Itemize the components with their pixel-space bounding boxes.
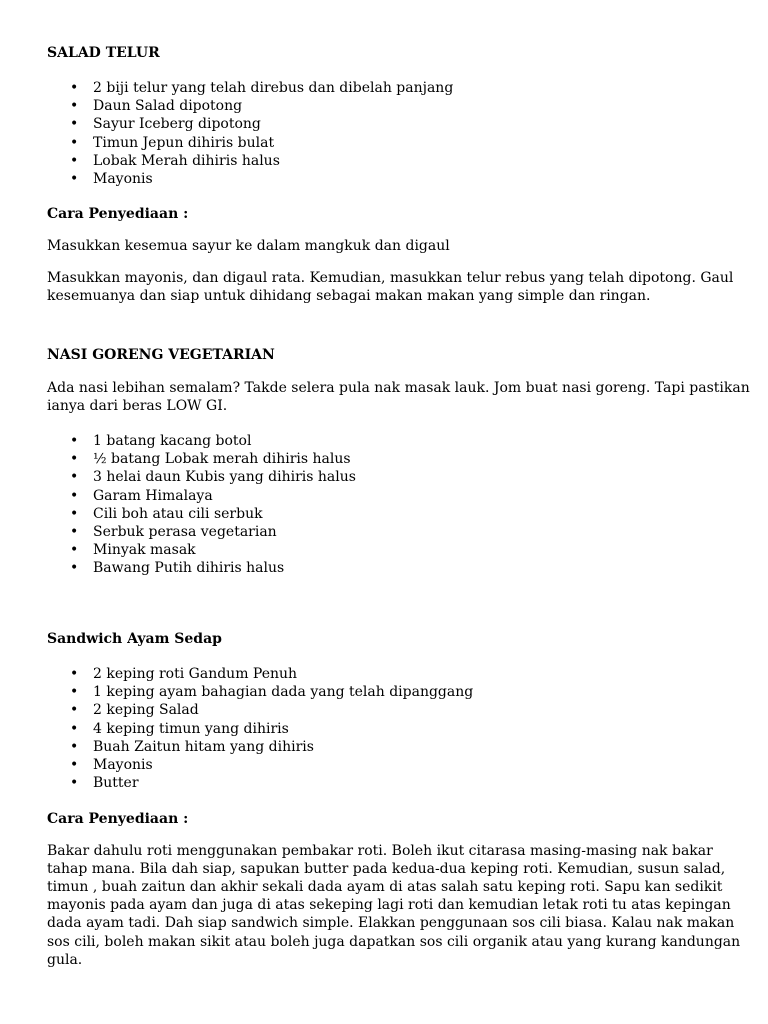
sandwich-prep-line-5: dada ayam tadi. Dah siap sandwich simple. Elakkan penggunaan sos cili biasa. Kalau nak makan [47, 915, 735, 931]
sandwich-prep-line-3: timun , buah zaitun dan akhir sekali dada ayam di atas salah satu keping roti. Sapu kan sedikit [47, 879, 723, 895]
bullet-icon: • [70, 116, 79, 133]
salad-prep-heading: Cara Penyediaan : [47, 206, 189, 222]
nasi-intro-line-2: ianya dari beras LOW GI. [47, 398, 228, 414]
salad-prep-paragraph-2-line-2: kesemuanya dan siap untuk dihidang sebagai makan makan yang simple dan ringan. [47, 288, 651, 304]
bullet-icon: • [70, 542, 79, 559]
bullet-icon: • [70, 98, 79, 115]
bullet-icon: • [70, 738, 79, 755]
bullet-icon: • [70, 80, 79, 96]
bullet-icon: • [70, 134, 79, 151]
bullet-icon: • [70, 505, 79, 522]
bullet-icon: • [70, 487, 79, 504]
sandwich-prep-line-4: mayonis pada ayam dan juga di atas sekeping lagi roti dan kemudian letak roti tu atas kepingan [47, 897, 731, 913]
bullet-icon: • [70, 469, 79, 486]
sandwich-title: Sandwich Ayam Sedap [47, 631, 222, 647]
bullet-icon: • [70, 523, 79, 540]
nasi-title: NASI GORENG VEGETARIAN [47, 347, 275, 363]
bullet-icon: • [70, 666, 79, 682]
bullet-icon: • [70, 684, 79, 701]
sandwich-prep-line-2: tahap mana. Bila dah siap, sapukan butter pada kedua-dua keping roti. Kemudian, susun salad, [47, 861, 726, 877]
bullet-icon: • [70, 433, 79, 449]
nasi-intro-line-1: Ada nasi lebihan semalam? Takde selera pula nak masak lauk. Jom buat nasi goreng. Tapi pastikan [47, 380, 750, 396]
sandwich-prep-line-7: gula. [47, 952, 83, 968]
salad-prep-paragraph-2-line-1: Masukkan mayonis, dan digaul rata. Kemudian, masukkan telur rebus yang telah dipotong. Gaul [47, 270, 734, 286]
bullet-icon: • [70, 152, 79, 169]
bullet-icon: • [70, 702, 79, 719]
document-page: SALAD TELUR • 2 biji telur yang telah direbus dan dibelah panjang • Daun Salad dipotong • Sayur Iceberg dipotong • Timun Jepun dihiris bulat • Lobak Merah dihiris halus • Mayonis Cara Penyediaan : Masukkan kesemua sayur ke dalam mangkuk dan digaul Masukkan mayonis, dan digaul rata. Kemudian, masukkan telur rebus yang telah dipotong. Gaul kesemuanya dan siap untuk dihidang sebagai makan makan yang simple dan ringan. NASI GORENG VEGETARIAN Ada nasi lebihan semalam? Takde selera pula nak masak lauk. Jom buat nasi goreng. Tapi pastikan ianya dari beras LOW GI. • 1 batang kacang botol • ½ batang Lobak merah dihiris halus • 3 helai daun Kubis yang dihiris halus • Garam Himalaya • Cili boh atau cili serbuk • Serbuk perasa vegetarian • Minyak masak • Bawang Putih dihiris halus Sandwich Ayam Sedap • 2 keping roti Gandum Penuh • 1 keping ayam bahagian dada yang telah dipanggang • 2 keping Salad • 4 keping timun yang dihiris • Buah Zaitun hitam yang dihiris • Mayonis • Butter Cara Penyediaan : Bakar dahulu roti menggunakan pembakar roti. Boleh ikut citarasa masing-masing nak bakar tahap mana. Bila dah siap, sapukan butter pada kedua-dua keping roti. Kemudian, susun salad, timun , buah zaitun dan akhir sekali dada ayam di atas salah satu keping roti. Sapu kan sedikit mayonis pada ayam dan juga di atas sekeping lagi roti dan kemudian letak roti tu atas kepingan dada ayam tadi. Dah siap sandwich simple. Elakkan penggunaan sos cili biasa. Kalau nak makan sos cili, boleh makan sikit atau boleh juga dapatkan sos cili organik atau yang kurang kandungan gula. [47, 45, 750, 968]
salad-prep-paragraph-1: Masukkan kesemua sayur ke dalam mangkuk dan digaul [47, 238, 450, 254]
sandwich-prep-line-1: Bakar dahulu roti menggunakan pembakar roti. Boleh ikut citarasa masing-masing nak bakar [47, 843, 713, 859]
bullet-icon: • [70, 775, 79, 792]
salad-title: SALAD TELUR [47, 45, 160, 61]
bullet-icon: • [70, 560, 79, 577]
bullet-icon: • [70, 170, 79, 187]
sandwich-prep-line-6: sos cili, boleh makan sikit atau boleh juga dapatkan sos cili organik atau yang kurang kandungan [47, 934, 741, 950]
bullet-icon: • [70, 451, 79, 468]
bullet-icon: • [70, 756, 79, 773]
bullet-icon: • [70, 720, 79, 737]
sandwich-prep-heading: Cara Penyediaan : [47, 811, 189, 827]
